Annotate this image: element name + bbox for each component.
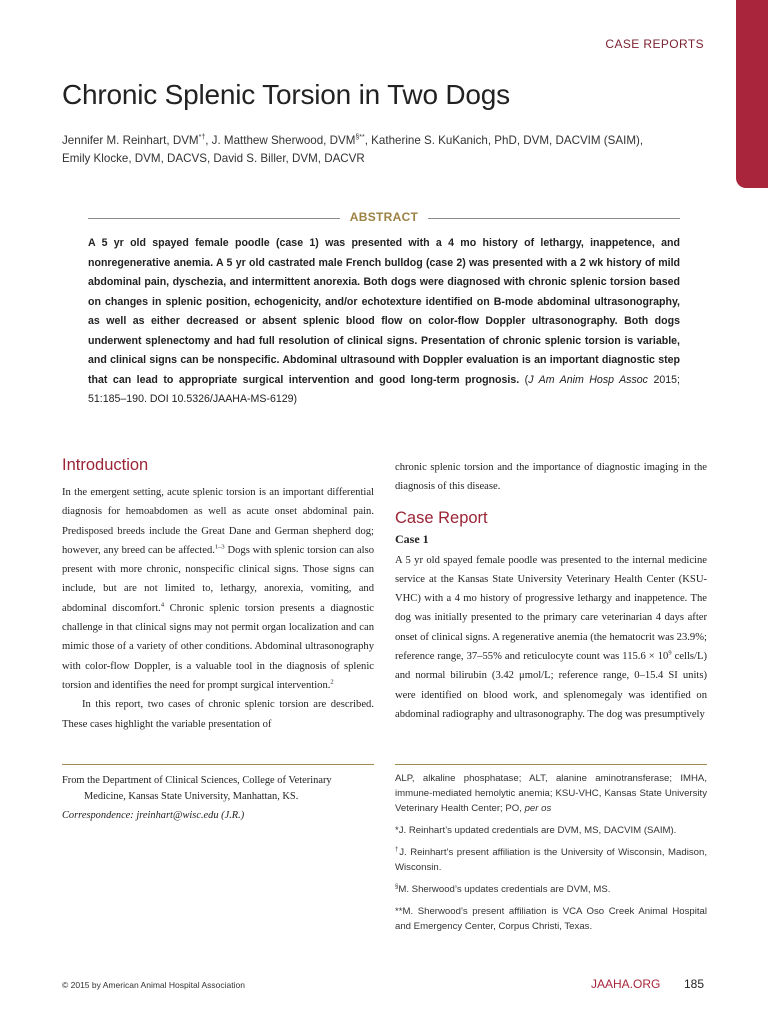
left-column	[62, 456, 374, 734]
affiliation-block	[62, 773, 374, 824]
exponent: 9	[668, 649, 672, 657]
abstract-body	[88, 234, 680, 410]
abstract-heading	[88, 210, 680, 226]
introduction-paragraph-2-continued: chronic splenic torsion and the importance of diagnostic imaging in the diagnosis of this disease.	[395, 462, 707, 493]
footnote: **M. Sherwood’s present affiliation is VCA Oso Creek Animal Hospital and Emergency Center, Corpus Christi, Texas.	[395, 906, 707, 932]
affiliation-text: From the Department of Clinical Sciences, College of Veterinary Medicine, Kansas State University, Manhattan, KS.	[62, 775, 332, 802]
citation-rest: 2015; 51:185–190. DOI 10.5326/JAAHA-MS-6129)	[88, 373, 680, 405]
reference-mark: 4	[160, 601, 165, 609]
citation-open: (	[519, 373, 529, 386]
case-1-heading: Case 1	[395, 531, 429, 546]
introduction-paragraph-2: In this report, two cases of chronic splenic torsion are described. These cases highlight the variable presentation of	[62, 699, 374, 730]
reference-mark: 1–3	[214, 543, 225, 551]
footnotes	[395, 771, 707, 941]
page-number: 185	[684, 977, 705, 991]
footnote: †J. Reinhart’s present affiliation is the University of Wisconsin, Madison, Wisconsin.	[395, 846, 707, 873]
reference-mark: 2	[330, 678, 334, 686]
author-list	[62, 132, 712, 168]
author-marks: §**	[355, 134, 365, 142]
case-1-paragraph: A 5 yr old spayed female poodle was presented to the internal medicine service at the Kansas State University Veterinary Health Center (KSU-VHC) with a 4 mo history of progressive lethargy and inappetence. The dog was initially presented to the primary care veterinarian 4 days after onset of clinical signs. A regenerative anemia (the hematocrit was 23.9%; reference range, 37–55% and reticulocyte count was $115.6 \times 10^9$ cells/L) and normal bilirubin (3.42 μmol/L; reference range, 0–15.4 SI units) were identified on blood work, and splenomegaly was identified on abdominal radiography and ultrasonography. The dog was presumptively	[395, 554, 707, 720]
footnote-rule-left	[62, 764, 374, 765]
author-line-2: Emily Klocke, DVM, DACVS, David S. Biller, DVM, DACVR	[62, 152, 365, 165]
introduction-heading: Introduction	[62, 456, 149, 474]
abstract-label: ABSTRACT	[349, 210, 419, 224]
journal-site-link[interactable]: JAAHA.ORG	[591, 977, 661, 991]
footnote: *J. Reinhart’s updated credentials are DVM, MS, DACVIM (SAIM).	[395, 825, 677, 836]
footnote: §M. Sherwood’s updates credentials are DVM, MS.	[395, 883, 611, 895]
correspondence-text: Correspondence: jreinhart@wisc.edu (J.R.)	[62, 810, 245, 821]
author-marks: *†	[198, 134, 206, 142]
author-name: , J. Matthew Sherwood, DVM	[205, 134, 356, 147]
abstract-rule-right	[428, 218, 680, 219]
abstract-text: A 5 yr old spayed female poodle (case 1) was presented with a 4 mo history of lethargy, inappetence, and nonregenerative anemia. A 5 yr old castrated male French bulldog (case 2) was presented with a 2 wk history of mild abdominal pain, dyschezia, and intermittent anorexia. Both dogs were diagnosed with chronic splenic torsion based on changes in splenic position, echogenicity, and/or echotexture identified on B-mode abdominal ultrasonography, as well as either decreased or absent splenic blood flow on color-flow Doppler ultrasonography. Both dogs underwent splenectomy and had full resolution of clinical signs. Presentation of chronic splenic torsion is variable, and clinical signs can be nonspecific. Abdominal ultrasound with Doppler evaluation is an important diagnostic step that can lead to appropriate surgical intervention and good long-term prognosis.	[88, 237, 680, 386]
right-column	[395, 458, 707, 724]
footnote-rule-right	[395, 764, 707, 765]
case-report-heading: Case Report	[395, 508, 488, 527]
abbreviations-note: ALP, alkaline phosphatase; ALT, alanine aminotransferase; IMHA, immune-mediated hemolytic anemia; KSU-VHC, Kansas State University Veterinary Health Center; PO, per os	[395, 773, 707, 814]
author-name: Jennifer M. Reinhart, DVM	[62, 134, 199, 147]
copyright: © 2015 by American Animal Hospital Association	[62, 980, 245, 990]
author-name: , Katherine S. KuKanich, PhD, DVM, DACVIM (SAIM),	[364, 134, 644, 147]
side-tab	[736, 0, 768, 188]
citation-journal: J Am Anim Hosp Assoc	[528, 373, 648, 386]
introduction-paragraph-1: In the emergent setting, acute splenic torsion is an important differential diagnosis for hemoabdomen as well as acute onset abdominal pain. Predisposed breeds include the Great Dane and German shepherd dog; however, any breed can be affected.$^{1-3}$ Dogs with splenic torsion can also present with more chronic, nonspecific clinical signs. Those signs can include, but are not limited to, lethargy, anorexia, vomiting, and abdominal discomfort.$^4$ Chronic splenic torsion presents a diagnostic challenge in that clinical signs may not permit organ localization and can mimic those of a variety of other conditions. Abdominal ultrasonography with color-flow Doppler, is a valuable tool in the diagnosis of splenic torsion and identifies the need for prompt surgical intervention.$^2$	[62, 487, 374, 691]
article-title: Chronic Splenic Torsion in Two Dogs	[62, 79, 510, 110]
section-label: CASE REPORTS	[605, 37, 704, 51]
